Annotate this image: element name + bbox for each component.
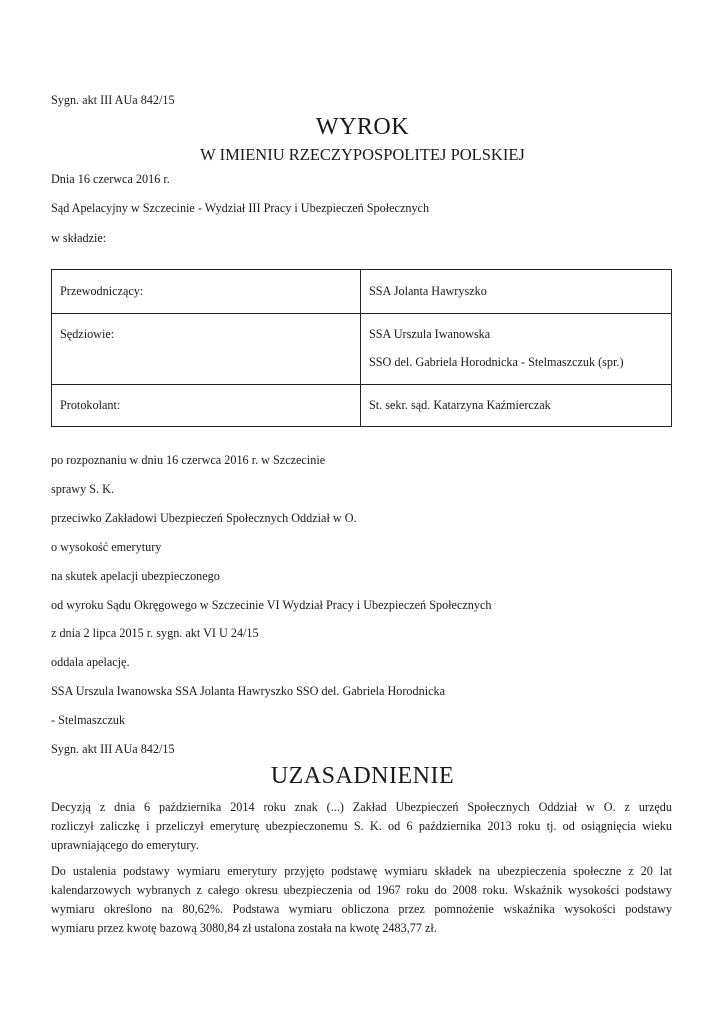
signatures-cont: - Stelmaszczuk: [51, 713, 126, 727]
case-signature: Sygn. akt III AUa 842/15: [51, 93, 175, 107]
paragraph-line: uprawniającego do emerytury.: [51, 838, 199, 852]
judgment-date: Dnia 16 czerwca 2016 r.: [51, 172, 170, 186]
paragraph-line: wymiaru określono na 80,62%. Podstawa wymiaru obliczona przez pomnożenie wskaźnika wysokości podstawy: [51, 902, 672, 916]
body-line: przeciwko Zakładowi Ubezpieczeń Społecznych Oddział w O.: [51, 511, 357, 525]
body-line: o wysokość emerytury: [51, 540, 162, 554]
body-line: od wyroku Sądu Okręgowego w Szczecinie VI Wydział Pracy i Ubezpieczeń Społecznych: [51, 598, 492, 612]
justification-paragraph-1: [51, 798, 672, 855]
composition-table: [51, 269, 672, 427]
composition-intro: w składzie:: [51, 231, 107, 245]
judges-value: [361, 314, 672, 385]
chair-label: Przewodniczący:: [52, 270, 361, 314]
body-line: po rozpoznaniu w dniu 16 czerwca 2016 r. w Szczecinie: [51, 453, 326, 467]
body-line: sprawy S. K.: [51, 482, 114, 496]
paragraph-line: Decyzją z dnia 6 października 2014 roku znak (...) Zakład Ubezpieczeń Społecznych Oddział w O. z urzędu: [51, 800, 672, 814]
justification-paragraph-2: [51, 862, 672, 938]
table-row: [52, 385, 672, 427]
court-name: Sąd Apelacyjny w Szczecinie - Wydział III Pracy i Ubezpieczeń Społecznych: [51, 201, 430, 215]
judge-1: SSA Urszula Iwanowska: [369, 327, 491, 341]
paragraph-line: kalendarzowych wybranych z całego okresu ubezpieczenia od 1967 roku do 2008 roku. Wskaźnik wysokości podstawy: [51, 883, 672, 897]
justification-title: UZASADNIENIE: [270, 763, 455, 789]
chair-value: SSA Jolanta Hawryszko: [361, 270, 672, 314]
judge-2: SSO del. Gabriela Horodnicka - Stelmaszczuk (spr.): [369, 355, 624, 369]
signatures: SSA Urszula Iwanowska SSA Jolanta Hawryszko SSO del. Gabriela Horodnicka: [51, 684, 446, 698]
clerk-label: Protokolant:: [52, 385, 361, 427]
body-line: na skutek apelacji ubezpieczonego: [51, 569, 220, 583]
paragraph-line: Do ustalenia podstawy wymiaru emerytury przyjęto podstawę wymiaru składek na ubezpieczenia społeczne z 20 lat: [51, 864, 672, 878]
judgment-subtitle: W IMIENIU RZECZYPOSPOLITEJ POLSKIEJ: [200, 145, 525, 164]
table-row: [52, 270, 672, 314]
table-row: [52, 314, 672, 385]
clerk-value: St. sekr. sąd. Katarzyna Kaźmierczak: [361, 385, 672, 427]
judgment-title: WYROK: [315, 114, 410, 140]
verdict: oddala apelację.: [51, 655, 130, 669]
judges-label: Sędziowie:: [52, 314, 361, 385]
paragraph-line: wymiaru przez kwotę bazową 3080,84 zł ustalona została na kwotę 2483,77 zł.: [51, 921, 437, 935]
case-signature-2: Sygn. akt III AUa 842/15: [51, 742, 175, 756]
body-line: z dnia 2 lipca 2015 r. sygn. akt VI U 24/15: [51, 626, 259, 640]
paragraph-line: rozliczył zaliczkę i przeliczył emeryturę ubezpieczonemu S. K. od 6 października 2013 roku tj. od osiągnięcia wieku: [51, 819, 672, 833]
